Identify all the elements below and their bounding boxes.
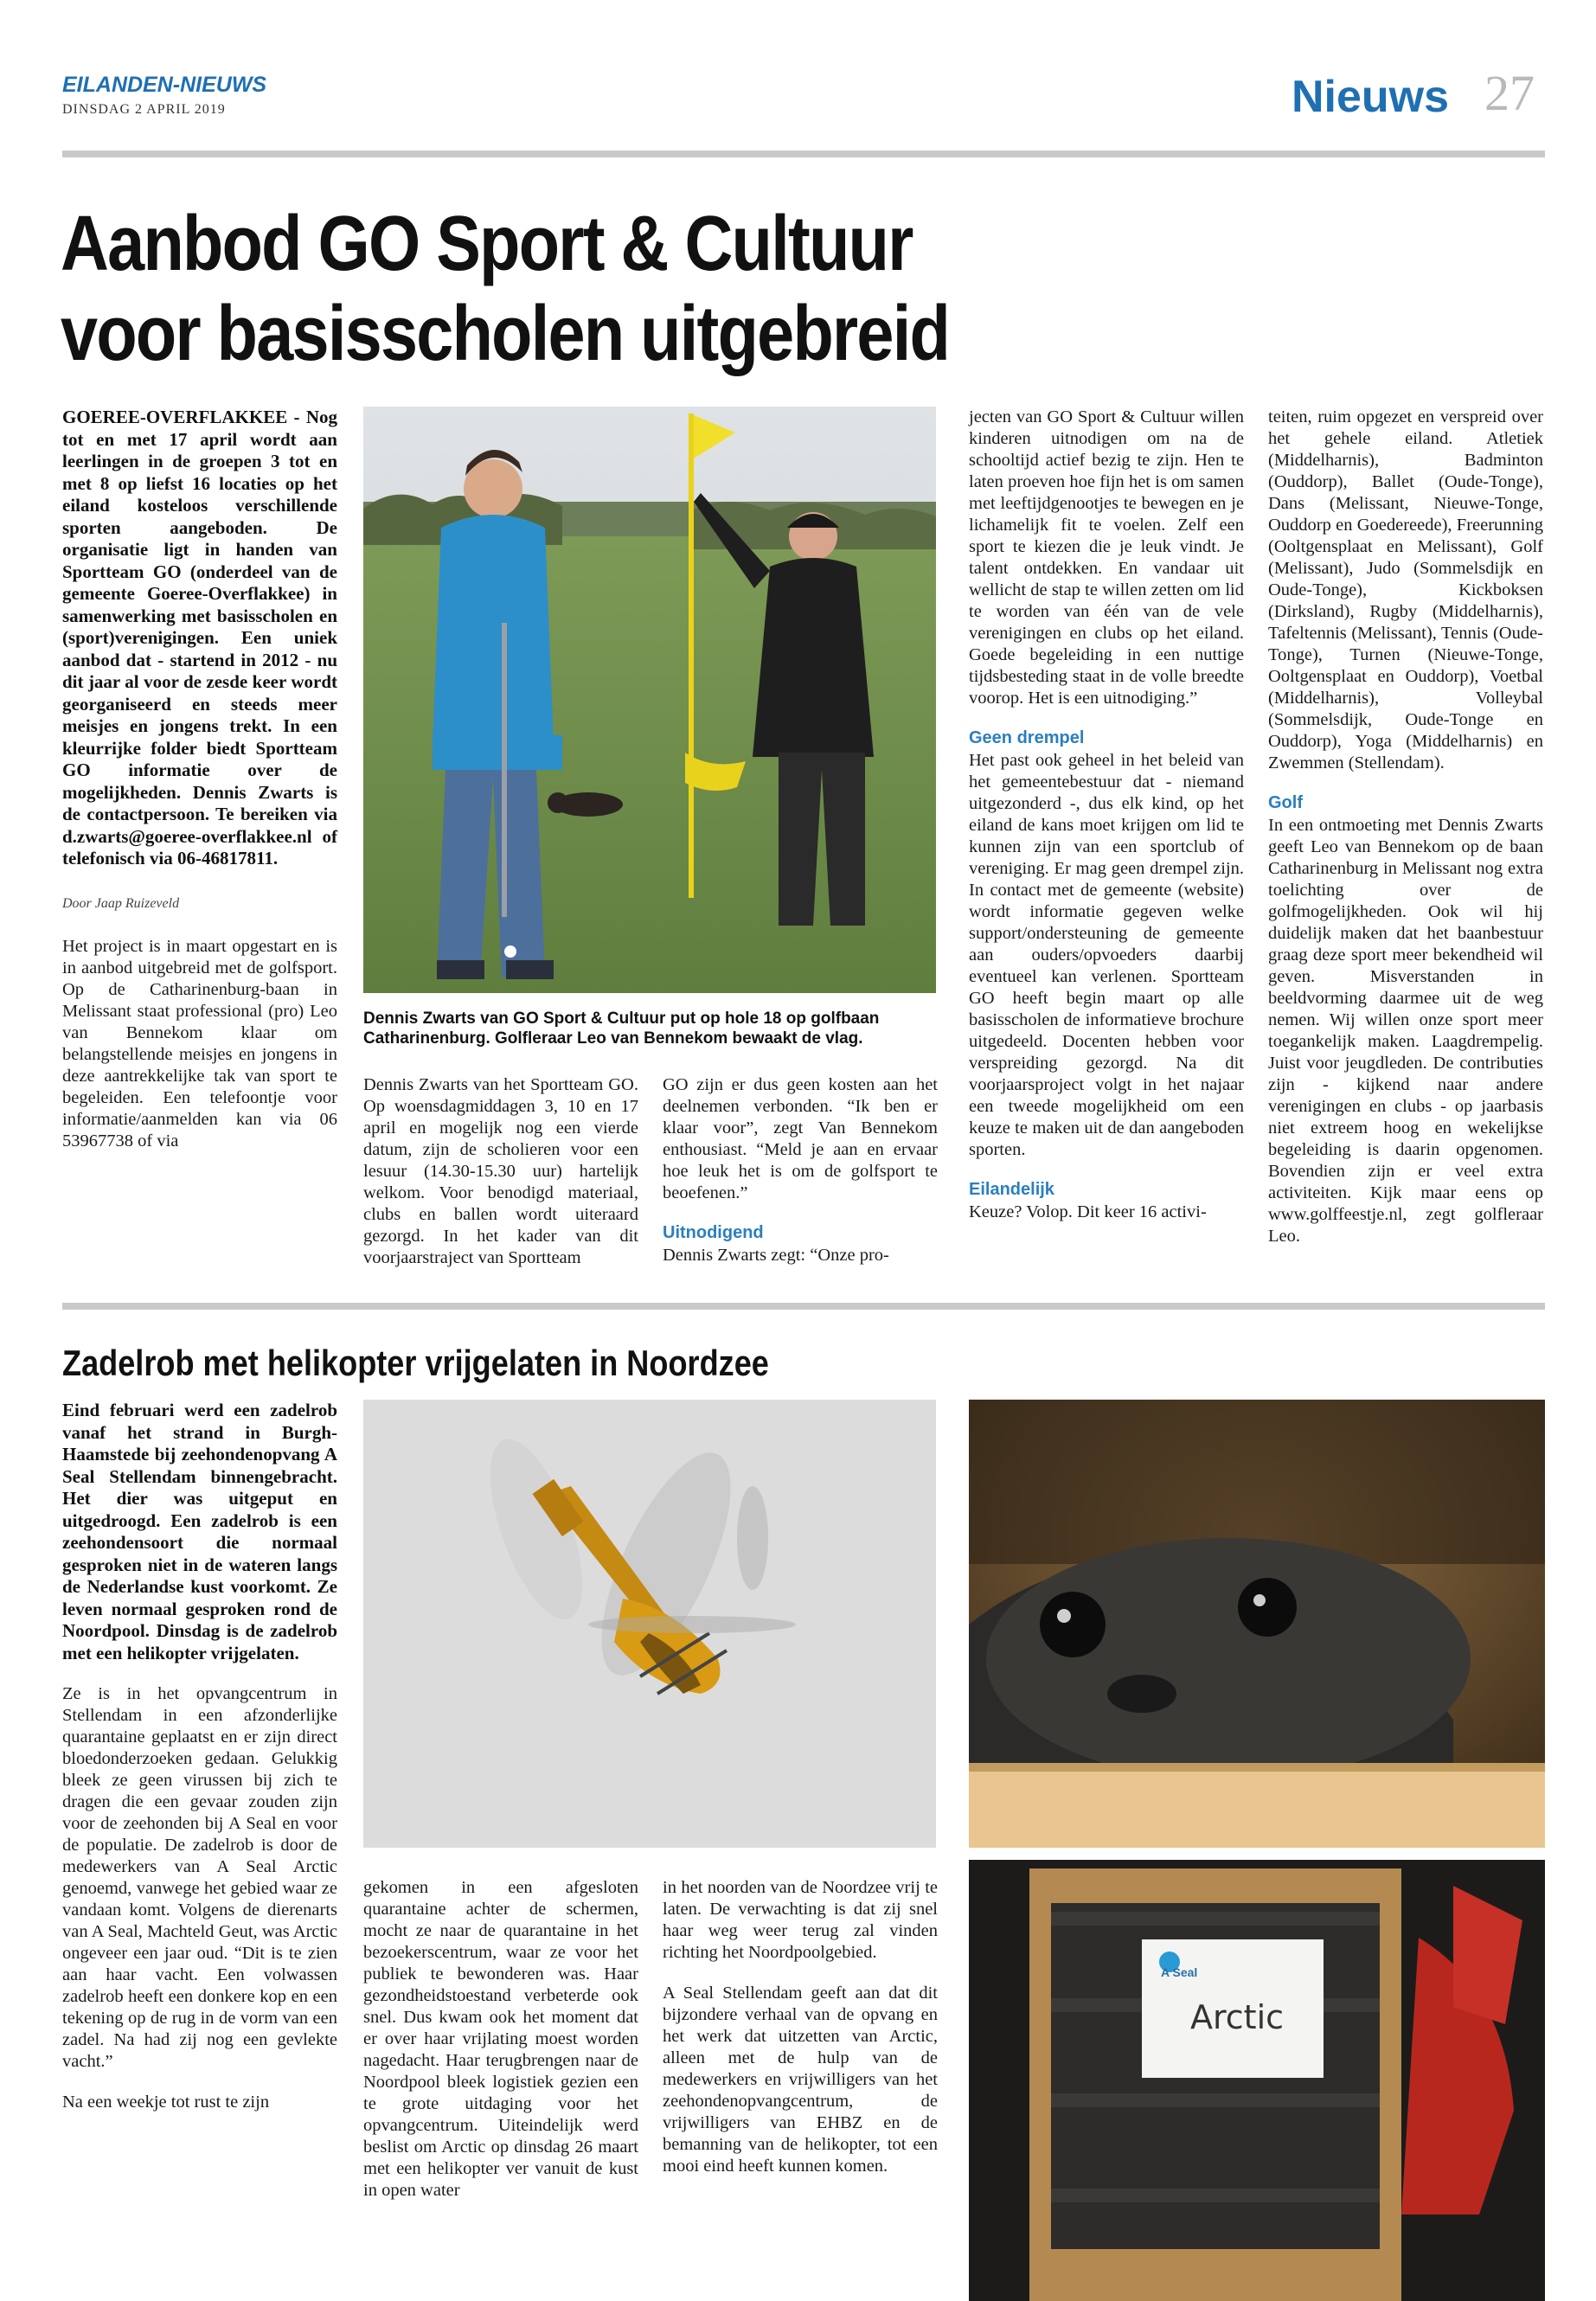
article2-column-3 [663,1877,938,2177]
arctic-box-illustration [969,1860,1545,2301]
header-rule [62,151,1545,157]
article1-col4-body: jecten van GO Sport & Cultuur willen kinderen uitnodigen om na de schooltijd actief bezig te zijn. Hen te laten proeven hoe fijn het is om samen met leeftijdgenootjes te bewegen en je lichamelijk fit te voelen. Zelf een sport te kiezen die je leuk vindt. Je talent ontdekken. En vandaar uit wellicht de stap te willen zetten om lid te worden van één van de vele verenigingen en clubs op het eiland. Goede begeleiding in een nuttige tijdsbesteding staat in de volle breedte voorop. Het is een uitnodiging.” [969,407,1244,708]
article1-col1-body: Het project is in maart opgestart en is in aanbod uitgebreid met de golfsport. Op de Catharinenburg-baan in Melissant staat professional (pro) Leo van Bennekom klaar om belangstellende meisjes en jongens in deze aantrekkelijke tak van sport te begeleiden. Een telefoontje voor informatie/aanmelden kan via 06 53967738 of via [62,936,337,1150]
article1-col5-body2: In een ontmoeting met Dennis Zwarts geeft Leo van Bennekom op de baan Catharinenburg in Melissant nog extra toelichting over de golfmogelijkheden. Ook wil hij duidelijk maken dat het baanbestuur graag deze sport meer bekendheid wil geven. Misverstanden in beeldvorming daarmee uit de weg nemen. Wij willen onze sport meer toegankelijk maken. Laagdrempelig. Juist voor jeugdleden. De contributies zijn - kijkend naar andere verenigingen en clubs - op jaarbasis niet extreem hoog en wekelijkse begeleiding is daarin opgenomen. Bovendien zijn er veel extra activiteiten. Kijk maar eens op www.golffeestje.nl, zegt golfleraar Leo. [1268,816,1543,1246]
article1-subhead-golf: Golf [1268,793,1303,812]
golf-photo-illustration [363,407,936,993]
article1-column-3 [663,1074,938,1266]
article1-col2-body: Dennis Zwarts van het Sportteam GO. Op woensdagmiddagen 3, 10 en 17 april en mogelijk nog een vierde datum, zijn de scholieren voor een lesuur (14.30-15.30 uur) hartelijk welkom. Voor benodigd materiaal, clubs en ballen wordt uiteraard gezorgd. In het kader van dit voorjaarstraject van Sportteam [363,1075,638,1267]
helicopter-photo-illustration [363,1400,936,1848]
article2-col2-body: gekomen in een afgesloten quarantaine achter de schermen, mocht ze naar de quarantaine in het bezoekerscentrum, waar ze voor het publiek te bewonderen was. Haar gezondheidstoestand verbeterde ook snel. Dus kwam ook het moment dat er over haar vrijlating moest worden nagedacht. Haar terugbrengen naar de Noordpool bleek logistiek gezien een te grote uitdaging voor het opvangcentrum. Uiteindelijk werd beslist om Arctic op dinsdag 26 maart met een helikopter ver vanuit de kust in open water [363,1878,638,2200]
golf-photo [363,407,936,993]
article1-column-4 [969,407,1244,1223]
article1-headline-line1: Aanbod GO Sport & Cultuur [61,201,913,287]
article1-subhead-eilandelijk: Eilandelijk [969,1180,1054,1199]
article1-column-5 [1268,407,1543,1247]
article2-col1-body2: Na een weekje tot rust te zijn [62,2093,270,2112]
article1-subhead-uitnodigend: Uitnodigend [663,1223,764,1242]
article2-column-1 [62,1400,337,2113]
article1-column-1 [62,407,337,1152]
seal-photo [969,1400,1545,1848]
article2-headline: Zadelrob met helikopter vrijgelaten in Noordzee [62,1343,769,1383]
page-number: 27 [1484,65,1535,121]
article1-subhead-geen-drempel: Geen drempel [969,728,1085,747]
article1-col5-body: teiten, ruim opgezet en verspreid over het gehele eiland. Atletiek (Middelharnis), Badminton (Ouddorp), Ballet (Oude-Tonge), Dans (Melissant, Nieuwe-Tonge, Ouddorp en Goedereede), Freerunning (Ooltgensplaat en Melissant), Golf (Melissant), Judo (Sommelsdijk en Oude-Tonge), Kickboksen (Dirksland), Rugby (Middelharnis), Tafeltennis (Melissant), Tennis (Oude-Tonge), Turnen (Nieuwe-Tonge, Ooltgensplaat en Ouddorp), Voetbal (Middelharnis), Volleybal (Sommelsdijk, Oude-Tonge en Ouddorp), Yoga (Middelharnis) en Zwemmen (Stellendam). [1268,407,1543,772]
article-divider [62,1303,1545,1310]
article1-col3-body2: Dennis Zwarts zegt: “Onze pro- [663,1246,889,1265]
article2-intro: Eind februari werd een zadelrob vanaf het strand in Burgh-Haamstede bij zeehondenopvang A Seal Stellendam binnengebracht. Het dier was uitgeput en uitgedroogd. Een zadelrob is een zeehondensoort die normaal gesproken niet in de wateren langs de Nederlandse kust voorkomt. Ze leven normaal gesproken rond de Noordpool. Dinsdag is de zadelrob met een helikopter vrijgelaten. [62,1400,337,1663]
arctic-box-photo [969,1860,1545,2301]
article1-intro: GOEREE-OVERFLAKKEE - Nog tot en met 17 april wordt aan leerlingen in de groepen 3 tot en met 8 op liefst 16 locaties op het eiland kosteloos verschillende sporten aangeboden. De organisatie ligt in handen van Sportteam GO (onderdeel van de gemeente Goeree-Overflakkee) in samenwerking met basisscholen en (sport)verenigingen. Een uniek aanbod dat - startend in 2012 - nu dit jaar al voor de zesde keer wordt georganiseerd en steeds meer meisjes en jongens trekt. In een kleurrijke folder biedt Sportteam GO informatie over de mogelijkheden. Dennis Zwarts is de contactpersoon. Te bereiken via d.zwarts@goeree-overflakkee.nl of telefonisch via 06-46817811. [62,407,337,868]
article1-col4-body2: Het past ook geheel in het beleid van het gemeentebestuur dat - niemand uitgezonderd -, dus elk kind, op het eiland de kans moet krijgen om lid te kunnen zijn van een sportclub of vereniging. Er mag geen drempel zijn. In contact met de gemeente (website) wordt informatie gegeven welke support/ondersteuning de gemeente aan ouders/opvoeders daarbij eventueel kan verlenen. Sportteam GO heeft begin maart op alle basisscholen de informatieve brochure uitgedeeld. Docenten hebben voor verspreiding gezorgd. Na dit voorjaarsproject volgt in het najaar een tweede mogelijkheid om een keuze te maken uit de dan aangeboden sporten. [969,751,1244,1159]
article1-byline: Door Jaap Ruizeveld [62,895,180,911]
issue-date: DINSDAG 2 APRIL 2019 [62,102,226,117]
article1-headline-line2: voor basisscholen uitgebreid [61,291,950,377]
seal-photo-illustration [969,1400,1545,1848]
masthead: EILANDEN-NIEUWS [62,73,267,97]
arctic-label: Arctic [1190,1998,1285,2036]
golf-photo-caption: Dennis Zwarts van GO Sport & Cultuur put op hole 18 op golfbaan Catharinenburg. Golfleraar Leo van Bennekom bewaakt de vlag. [363,1009,880,1048]
article2-col3-body: in het noorden van de Noordzee vrij te laten. De verwachting is dat zij snel haar weg weer terug zal vinden richting het Noordpoolgebied. [663,1878,938,1962]
seal-logo-text: A Seal [1161,1965,1198,1979]
article1-col3-body: GO zijn er dus geen kosten aan het deelnemen verbonden. “Ik ben er klaar voor”, zegt Van Bennekom enthousiast. “Meld je aan en ervaar hoe leuk het is om de golfsport te beoefenen.” [663,1075,938,1202]
helicopter-photo [363,1400,936,1848]
article1-col4-body3: Keuze? Volop. Dit keer 16 activi- [969,1202,1207,1221]
section-title: Nieuws [1292,72,1450,122]
article2-col3-body2: A Seal Stellendam geeft aan dat dit bijzondere verhaal van de opvang en het werk dat uitzetten van Arctic, alleen met de hulp van de medewerkers en vrijwilligers van het zeehondenopvangcentrum, de vrijwilligers van EHBZ en de bemanning van de helikopter, tot een mooi eind heeft kunnen komen. [663,1984,938,2176]
article2-col1-body: Ze is in het opvangcentrum in Stellendam in een afzonderlijke quarantaine geplaatst en er zijn direct bloedonderzoeken gedaan. Gelukkig bleek ze geen virussen bij zich te dragen die een gevaar zouden zijn voor de zeehonden bij A Seal en voor de populatie. De zadelrob is door de medewerkers van A Seal Arctic genoemd, vanwege het gebied waar ze vandaan komt. Volgens de dierenarts van A Seal, Machteld Geut, was Arctic ongeveer een jaar oud. “Dit is te zien aan haar vacht. Een volwassen zadelrob heeft een donkere kop en een tekening op de rug in de vorm van een zadel. Na had zij nog een gevlekte vacht.” [62,1684,337,2071]
